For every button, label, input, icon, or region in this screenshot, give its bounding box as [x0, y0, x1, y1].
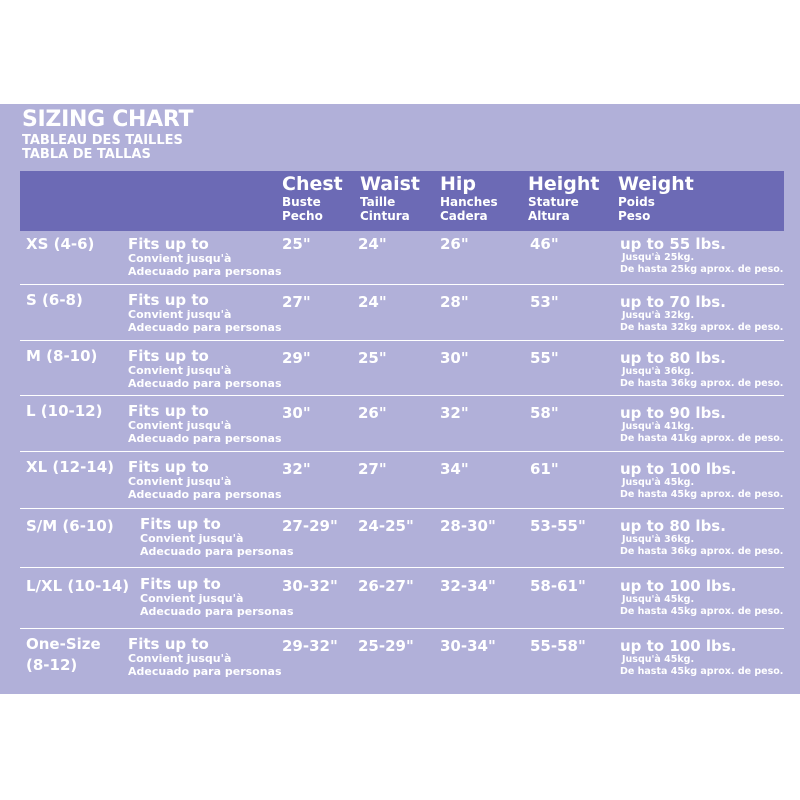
fits-fr: Convient jusqu'à: [128, 252, 232, 265]
weight-en: up to 100 lbs.: [620, 460, 737, 478]
header-weight-fr: Poids: [618, 195, 655, 209]
header-chest-label: Chest: [282, 173, 343, 195]
chest-value: 32": [282, 460, 311, 478]
header-height-fr: Stature: [528, 195, 579, 209]
row-divider: [20, 451, 784, 452]
fits-es: Adecuado para personas: [128, 377, 282, 390]
row-divider: [20, 628, 784, 629]
header-chest-es: Pecho: [282, 209, 323, 223]
weight-en: up to 70 lbs.: [620, 293, 726, 311]
weight-fr: Jusqu'à 45kg.: [622, 654, 695, 665]
hip-value: 30": [440, 349, 469, 367]
weight-value: [620, 350, 783, 390]
fits-en: Fits up to: [128, 458, 209, 476]
fits-es: Adecuado para personas: [140, 545, 294, 558]
weight-value: [620, 294, 783, 334]
fits-es: Adecuado para personas: [128, 488, 282, 501]
weight-value: [620, 236, 783, 276]
weight-fr: Jusqu'à 32kg.: [622, 310, 695, 321]
sizing-chart-panel: [0, 104, 800, 694]
size-label: M (8-10): [26, 347, 98, 365]
fits-en: Fits up to: [128, 635, 209, 653]
fits-en: Fits up to: [128, 347, 209, 365]
fits-fr: Convient jusqu'à: [128, 364, 232, 377]
weight-es: De hasta 41kg aprox. de peso.: [620, 433, 784, 444]
fits-text: [128, 636, 282, 678]
weight-value: [620, 578, 783, 618]
header-hip-es: Cadera: [440, 209, 488, 223]
weight-fr: Jusqu'à 45kg.: [622, 477, 695, 488]
hip-value: 32-34": [440, 577, 496, 595]
weight-es: De hasta 25kg aprox. de peso.: [620, 264, 784, 275]
weight-es: De hasta 45kg aprox. de peso.: [620, 666, 784, 677]
height-value: 55-58": [530, 637, 586, 655]
weight-en: up to 100 lbs.: [620, 577, 737, 595]
fits-text: [128, 459, 282, 501]
fits-en: Fits up to: [128, 402, 209, 420]
header-weight-label: Weight: [618, 173, 694, 195]
size-label: L (10-12): [26, 402, 103, 420]
weight-value: [620, 518, 783, 558]
weight-en: up to 80 lbs.: [620, 517, 726, 535]
size-label: XS (4-6): [26, 235, 95, 253]
header-chest: [282, 173, 343, 223]
waist-value: 25": [358, 349, 387, 367]
fits-fr: Convient jusqu'à: [128, 308, 232, 321]
size-label: L/XL (10-14): [26, 577, 130, 595]
header-waist-fr: Taille: [360, 195, 396, 209]
fits-es: Adecuado para personas: [140, 605, 294, 618]
chest-value: 25": [282, 235, 311, 253]
chest-value: 27-29": [282, 517, 338, 535]
fits-en: Fits up to: [128, 235, 209, 253]
header-hip: [440, 173, 498, 223]
chest-value: 29": [282, 349, 311, 367]
weight-en: up to 80 lbs.: [620, 349, 726, 367]
height-value: 58": [530, 404, 559, 422]
header-height-label: Height: [528, 173, 600, 195]
chart-subtitle-fr: TABLEAU DES TAILLES: [22, 133, 183, 148]
fits-text: [128, 292, 282, 334]
weight-es: De hasta 45kg aprox. de peso.: [620, 606, 784, 617]
fits-en: Fits up to: [140, 575, 221, 593]
fits-text: [128, 403, 282, 445]
height-value: 53-55": [530, 517, 586, 535]
size-label: XL (12-14): [26, 458, 115, 476]
size-label: S (6-8): [26, 291, 83, 309]
hip-value: 28-30": [440, 517, 496, 535]
chest-value: 30": [282, 404, 311, 422]
weight-en: up to 100 lbs.: [620, 637, 737, 655]
height-value: 46": [530, 235, 559, 253]
size-label: S/M (6-10): [26, 517, 114, 535]
header-weight-es: Peso: [618, 209, 651, 223]
hip-value: 30-34": [440, 637, 496, 655]
fits-text: [128, 236, 282, 278]
chest-value: 30-32": [282, 577, 338, 595]
fits-text: [140, 516, 294, 558]
weight-fr: Jusqu'à 36kg.: [622, 534, 695, 545]
weight-es: De hasta 36kg aprox. de peso.: [620, 378, 784, 389]
row-divider: [20, 395, 784, 396]
weight-fr: Jusqu'à 25kg.: [622, 252, 695, 263]
header-height: [528, 173, 600, 223]
header-chest-fr: Buste: [282, 195, 321, 209]
height-value: 61": [530, 460, 559, 478]
header-hip-fr: Hanches: [440, 195, 498, 209]
hip-value: 28": [440, 293, 469, 311]
chart-title: SIZING CHART: [22, 107, 194, 132]
weight-value: [620, 405, 783, 445]
fits-en: Fits up to: [140, 515, 221, 533]
weight-fr: Jusqu'à 41kg.: [622, 421, 695, 432]
fits-es: Adecuado para personas: [128, 265, 282, 278]
weight-fr: Jusqu'à 36kg.: [622, 366, 695, 377]
height-value: 55": [530, 349, 559, 367]
fits-fr: Convient jusqu'à: [140, 592, 244, 605]
weight-es: De hasta 36kg aprox. de peso.: [620, 546, 784, 557]
waist-value: 25-29": [358, 637, 414, 655]
size-label: One-Size (8-12): [26, 635, 101, 674]
fits-en: Fits up to: [128, 291, 209, 309]
table-header: [20, 171, 784, 231]
fits-fr: Convient jusqu'à: [140, 532, 244, 545]
waist-value: 24-25": [358, 517, 414, 535]
title-block: [22, 106, 193, 162]
row-divider: [20, 284, 784, 285]
fits-es: Adecuado para personas: [128, 432, 282, 445]
waist-value: 27": [358, 460, 387, 478]
waist-value: 24": [358, 235, 387, 253]
header-hip-label: Hip: [440, 173, 477, 195]
fits-fr: Convient jusqu'à: [128, 419, 232, 432]
weight-es: De hasta 32kg aprox. de peso.: [620, 322, 784, 333]
hip-value: 34": [440, 460, 469, 478]
chart-subtitle-es: TABLA DE TALLAS: [22, 147, 151, 162]
chest-value: 27": [282, 293, 311, 311]
row-divider: [20, 340, 784, 341]
header-waist-label: Waist: [360, 173, 421, 195]
weight-es: De hasta 45kg aprox. de peso.: [620, 489, 784, 500]
weight-en: up to 90 lbs.: [620, 404, 726, 422]
height-value: 53": [530, 293, 559, 311]
fits-text: [128, 348, 282, 390]
hip-value: 26": [440, 235, 469, 253]
fits-es: Adecuado para personas: [128, 321, 282, 334]
weight-value: [620, 461, 783, 501]
weight-fr: Jusqu'à 45kg.: [622, 594, 695, 605]
header-waist-es: Cintura: [360, 209, 410, 223]
weight-value: [620, 638, 783, 678]
fits-es: Adecuado para personas: [128, 665, 282, 678]
fits-fr: Convient jusqu'à: [128, 475, 232, 488]
header-weight: [618, 173, 694, 223]
header-waist: [360, 173, 420, 223]
weight-en: up to 55 lbs.: [620, 235, 726, 253]
row-divider: [20, 508, 784, 509]
waist-value: 26": [358, 404, 387, 422]
header-height-es: Altura: [528, 209, 570, 223]
waist-value: 24": [358, 293, 387, 311]
height-value: 58-61": [530, 577, 586, 595]
row-divider: [20, 567, 784, 568]
fits-text: [140, 576, 294, 618]
hip-value: 32": [440, 404, 469, 422]
chest-value: 29-32": [282, 637, 338, 655]
fits-fr: Convient jusqu'à: [128, 652, 232, 665]
waist-value: 26-27": [358, 577, 414, 595]
